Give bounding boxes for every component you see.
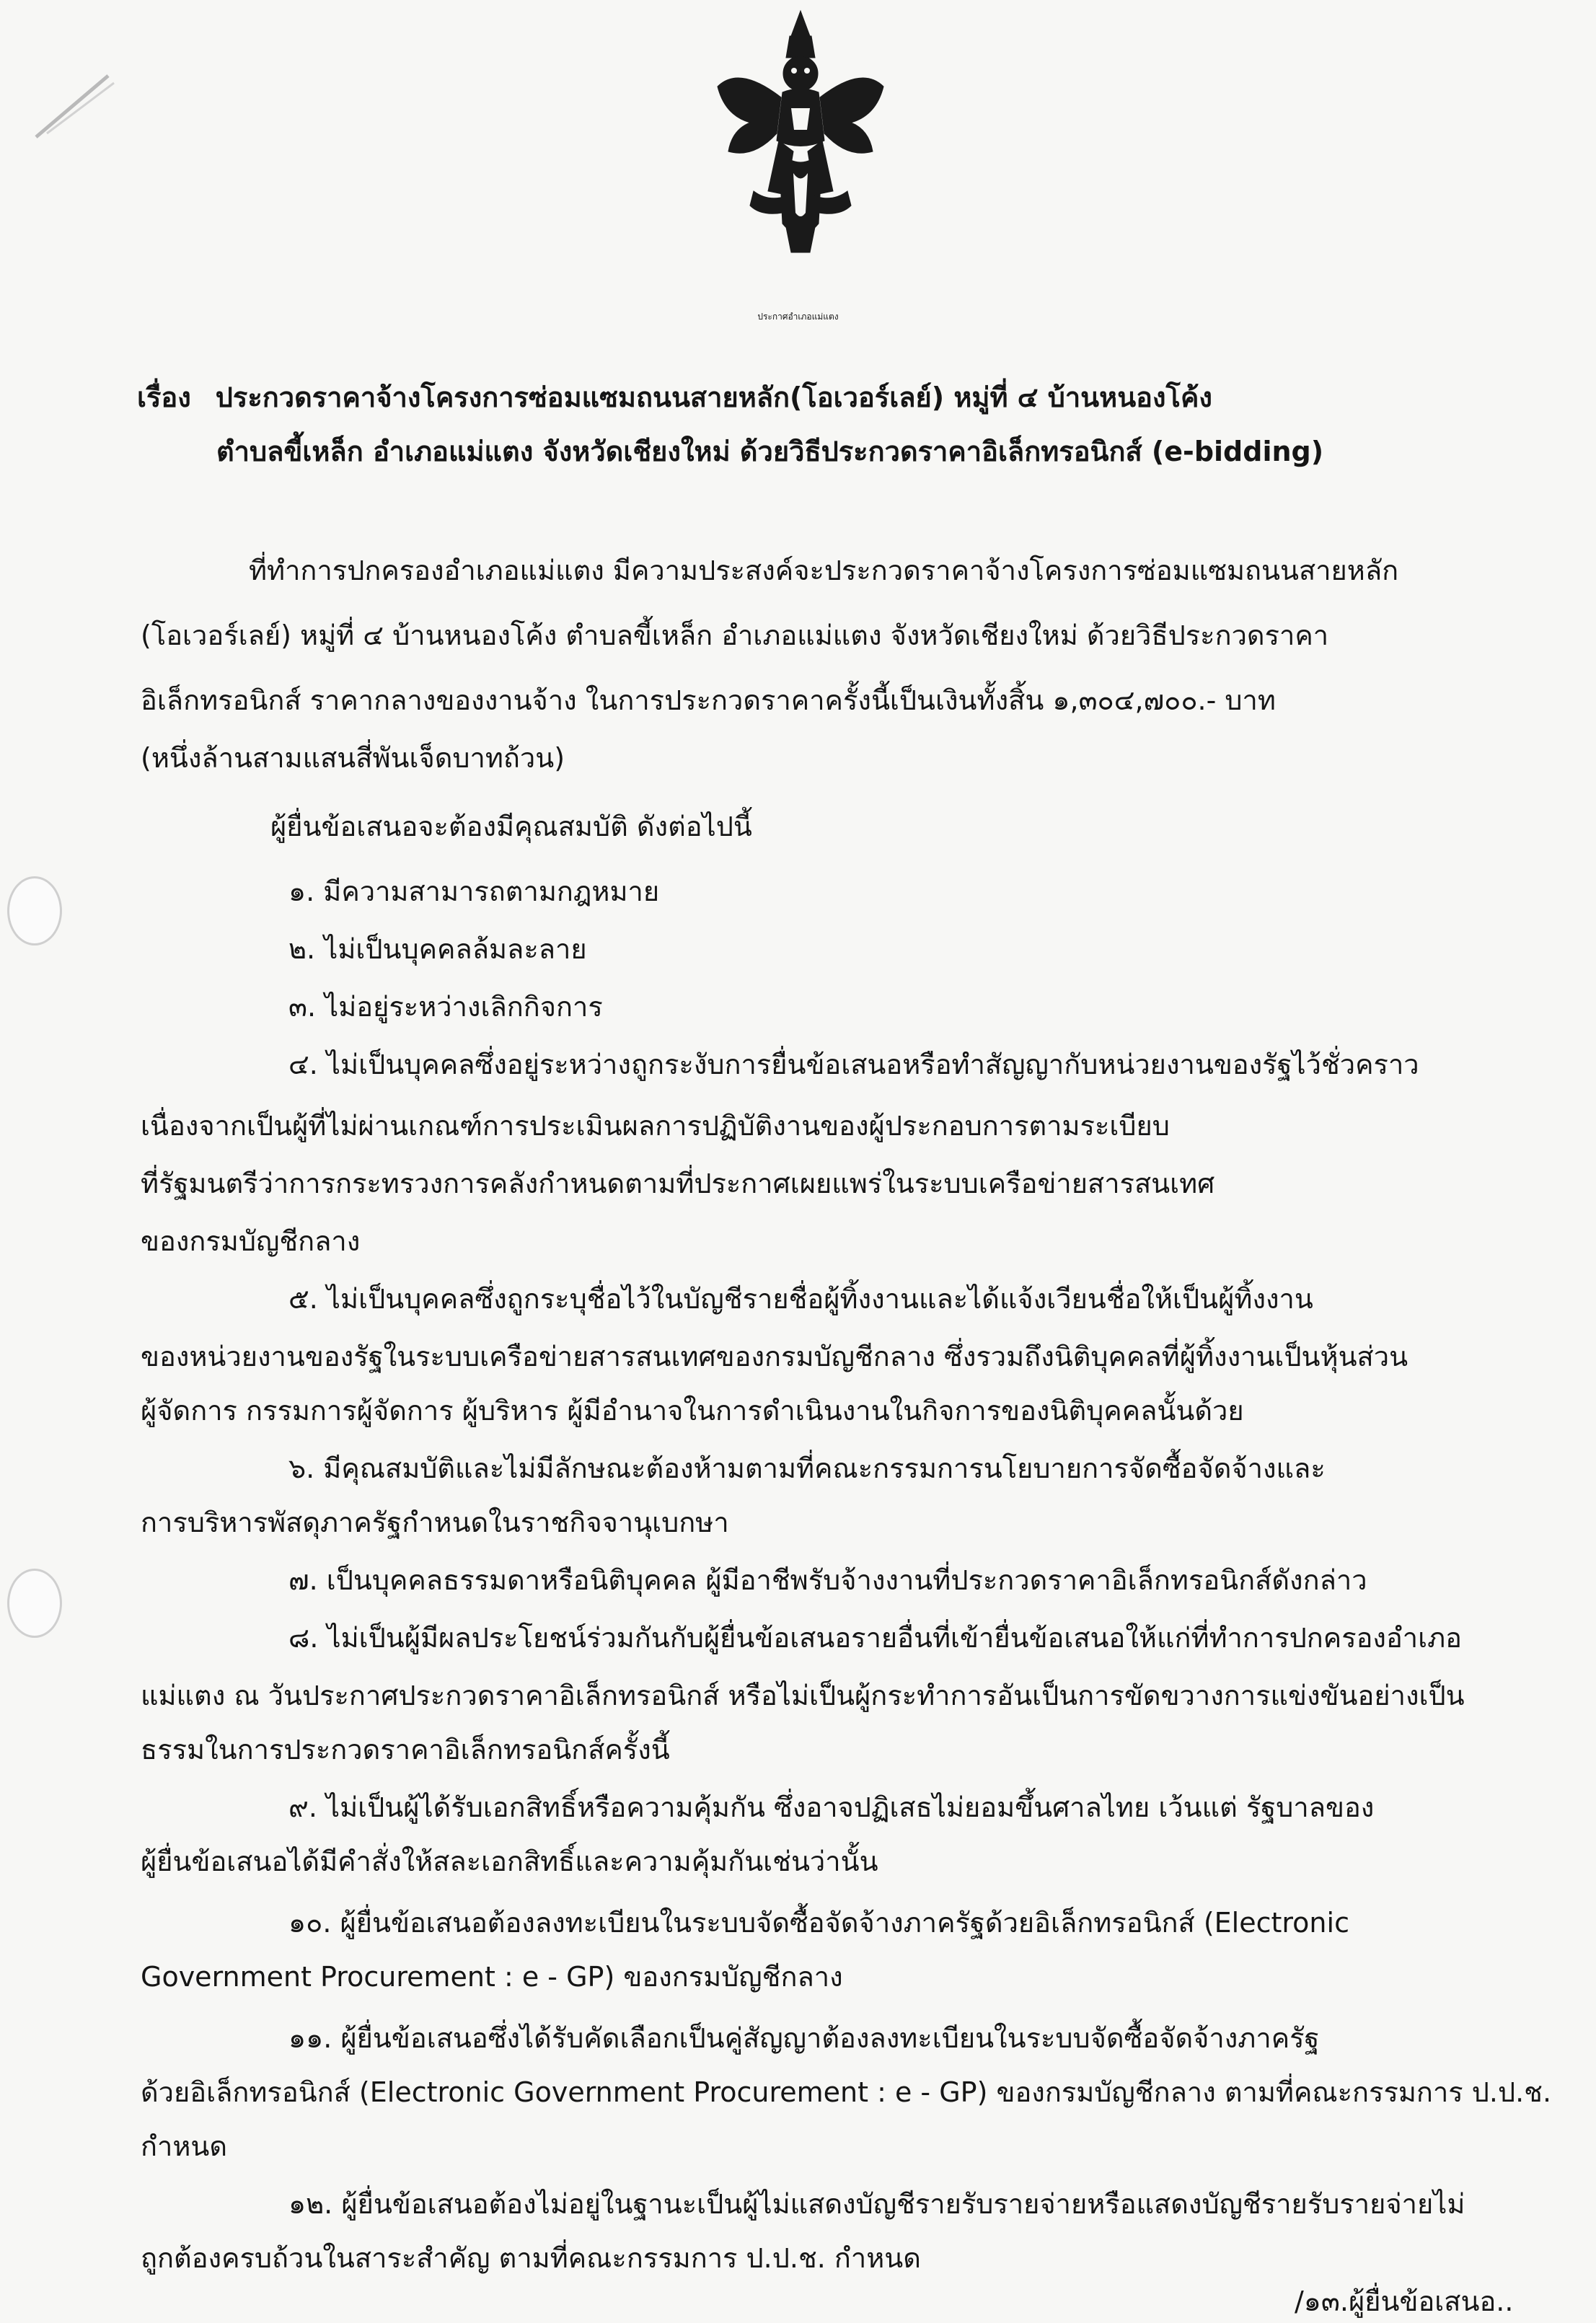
qualification-item: ๓. ไม่อยู่ระหว่างเลิกกิจการ bbox=[288, 991, 603, 1023]
qualification-item: ๑๐. ผู้ยื่นข้อเสนอต้องลงทะเบียนในระบบจัดซื้อจัดจ้างภาครัฐด้วยอิเล็กทรอนิกส์ (Electronic bbox=[288, 1907, 1349, 1939]
garuda-emblem-icon bbox=[710, 7, 891, 256]
qualification-item: ๙. ไม่เป็นผู้ได้รับเอกสิทธิ์หรือความคุ้มกัน ซึ่งอาจปฏิเสธไม่ยอมขึ้นศาลไทย เว้นแต่ รัฐบาลของ bbox=[288, 1791, 1375, 1823]
qualification-item: ๑. มีความสามารถตามกฎหมาย bbox=[288, 876, 660, 907]
qualification-item-cont: ผู้ยื่นข้อเสนอได้มีคำสั่งให้สละเอกสิทธิ์และความคุ้มกันเช่นว่านั้น bbox=[141, 1846, 878, 1877]
subject-line-1 bbox=[137, 375, 1212, 419]
qualifications-heading: ผู้ยื่นข้อเสนอจะต้องมีคุณสมบัติ ดังต่อไปนี้ bbox=[270, 811, 752, 842]
qualification-item-cont: ด้วยอิเล็กทรอนิกส์ (Electronic Government Procurement : e - GP) ของกรมบัญชีกลาง ตามที่คณะกรรมการ ป.ป.ช. bbox=[141, 2076, 1552, 2108]
qualification-item: ๕. ไม่เป็นบุคคลซึ่งถูกระบุชื่อไว้ในบัญชีรายชื่อผู้ทิ้งงานและได้แจ้งเวียนชื่อให้เป็นผู้ทิ้งงาน bbox=[288, 1283, 1313, 1315]
qualification-item: ๑๒. ผู้ยื่นข้อเสนอต้องไม่อยู่ในฐานะเป็นผู้ไม่แสดงบัญชีรายรับรายจ่ายหรือแสดงบัญชีรายรับรายจ่ายไม่ bbox=[288, 2188, 1465, 2220]
qualification-item: ๔. ไม่เป็นบุคคลซึ่งอยู่ระหว่างถูกระงับการยื่นข้อเสนอหรือทำสัญญากับหน่วยงานของรัฐไว้ชั่วคราว bbox=[288, 1049, 1419, 1080]
intro-line: (โอเวอร์เลย์) หมู่ที่ ๔ บ้านหนองโค้ง ตำบลขี้เหล็ก อำเภอแม่แตง จังหวัดเชียงใหม่ ด้วยวิธีประกวดราคา bbox=[141, 620, 1329, 651]
qualification-item: ๖. มีคุณสมบัติและไม่มีลักษณะต้องห้ามตามที่คณะกรรมการนโยบายการจัดซื้อจัดจ้างและ bbox=[288, 1453, 1326, 1484]
staple-mark bbox=[29, 65, 123, 144]
subject-line-2: ตำบลขี้เหล็ก อำเภอแม่แตง จังหวัดเชียงใหม่ ด้วยวิธีประกวดราคาอิเล็กทรอนิกส์ (e-bidding) bbox=[216, 436, 1324, 467]
qualification-item-cont: ผู้จัดการ กรรมการผู้จัดการ ผู้บริหาร ผู้มีอำนาจในการดำเนินงานในกิจการของนิติบุคคลนั้นด้วย bbox=[141, 1395, 1244, 1427]
intro-line: อิเล็กทรอนิกส์ ราคากลางของงานจ้าง ในการประกวดราคาครั้งนี้เป็นเงินทั้งสิ้น ๑,๓๐๔,๗๐๐.- บาท bbox=[141, 684, 1276, 716]
subject-label: เรื่อง bbox=[137, 382, 191, 413]
qualification-item-cont: ที่รัฐมนตรีว่าการกระทรวงการคลังกำหนดตามที่ประกาศเผยแพร่ในระบบเครือข่ายสารสนเทศ bbox=[141, 1168, 1215, 1199]
qualification-item-cont: ของกรมบัญชีกลาง bbox=[141, 1225, 361, 1257]
qualification-item-cont: แม่แตง ณ วันประกาศประกวดราคาอิเล็กทรอนิกส์ หรือไม่เป็นผู้กระทำการอันเป็นการขัดขวางการแข่งขันอย่างเป็น bbox=[141, 1680, 1465, 1711]
qualification-item-cont: ธรรมในการประกวดราคาอิเล็กทรอนิกส์ครั้งนี้ bbox=[141, 1734, 670, 1766]
punch-hole bbox=[7, 1569, 62, 1638]
qualification-item: ๑๑. ผู้ยื่นข้อเสนอซึ่งได้รับคัดเลือกเป็นคู่สัญญาต้องลงทะเบียนในระบบจัดซื้อจัดจ้างภาครัฐ bbox=[288, 2022, 1320, 2054]
qualification-item: ๒. ไม่เป็นบุคคลล้มละลาย bbox=[288, 933, 587, 965]
punch-hole bbox=[7, 876, 62, 945]
qualification-item-cont: ถูกต้องครบถ้วนในสาระสำคัญ ตามที่คณะกรรมการ ป.ป.ช. กำหนด bbox=[141, 2242, 921, 2274]
qualification-item-cont: Government Procurement : e - GP) ของกรมบัญชีกลาง bbox=[141, 1961, 843, 1993]
subject-text-1: ประกวดราคาจ้างโครงการซ่อมแซมถนนสายหลัก(โอเวอร์เลย์) หมู่ที่ ๔ บ้านหนองโค้ง bbox=[215, 382, 1212, 413]
announcement-title: ประกาศอำเภอแม่แตง bbox=[757, 312, 839, 322]
intro-line: (หนึ่งล้านสามแสนสี่พันเจ็ดบาทถ้วน) bbox=[141, 742, 565, 774]
qualification-item-cont: กำหนด bbox=[141, 2130, 228, 2162]
qualification-item: ๘. ไม่เป็นผู้มีผลประโยชน์ร่วมกันกับผู้ยื่นข้อเสนอรายอื่นที่เข้ายื่นข้อเสนอให้แก่ที่ทำการปกครองอำเภอ bbox=[288, 1622, 1463, 1654]
qualification-item-cont: เนื่องจากเป็นผู้ที่ไม่ผ่านเกณฑ์การประเมินผลการปฏิบัติงานของผู้ประกอบการตามระเบียบ bbox=[141, 1110, 1170, 1142]
continuation-marker: /๑๓.ผู้ยื่นข้อเสนอ.. bbox=[1295, 2285, 1514, 2317]
intro-line: ที่ทำการปกครองอำเภอแม่แตง มีความประสงค์จะประกวดราคาจ้างโครงการซ่อมแซมถนนสายหลัก bbox=[249, 555, 1399, 586]
qualification-item: ๗. เป็นบุคคลธรรมดาหรือนิติบุคคล ผู้มีอาชีพรับจ้างงานที่ประกวดราคาอิเล็กทรอนิกส์ดังกล่าว bbox=[288, 1564, 1367, 1596]
qualification-item-cont: การบริหารพัสดุภาครัฐกำหนดในราชกิจจานุเบกษา bbox=[141, 1507, 729, 1538]
qualification-item-cont: ของหน่วยงานของรัฐในระบบเครือข่ายสารสนเทศของกรมบัญชีกลาง ซึ่งรวมถึงนิติบุคคลที่ผู้ทิ้งงานเป็นหุ้นส่วน bbox=[141, 1341, 1408, 1372]
